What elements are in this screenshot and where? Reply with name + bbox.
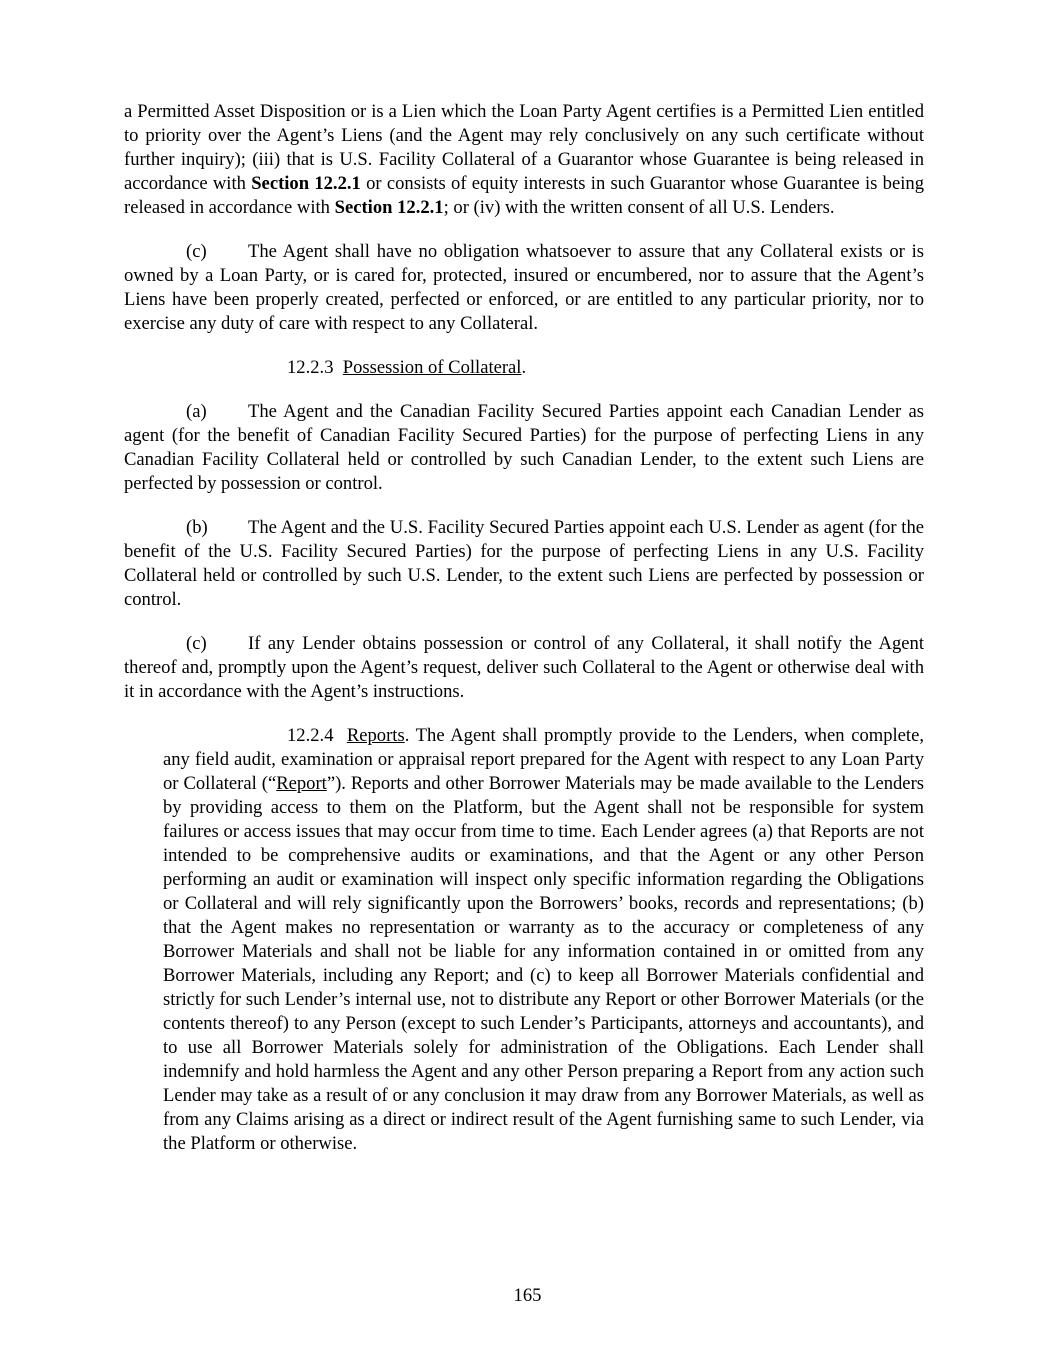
paragraph-c-no-obligation: (c) The Agent shall have no obligation whatsoever to assure that any Collateral exists or is owned by a Loan Party, or is cared for, protected, insured or encumbered, nor to assure that the Agent’s Liens have been properly created, perfected or enforced, or are entitled to any particular priority, nor to exercise any duty of care with respect to any Collateral. — [124, 241, 924, 334]
paragraph-c-lender-possession: (c) If any Lender obtains possession or control of any Collateral, it shall notify the Agent thereof and, promptly upon the Agent’s request, deliver such Collateral to the Agent or otherwise deal with it in accordance with the Agent’s instructions. — [124, 633, 924, 702]
section-number: 12.2.3 — [287, 357, 334, 378]
paragraph-a-canadian-lender: (a) The Agent and the Canadian Facility Secured Parties appoint each Canadian Lender as agent (for the benefit of Canadian Facility Secured Parties) for the purpose of perfecting Liens in any Canadian Facility Collateral held or controlled by such Canadian Lender, to the extent such Liens are perfected by possession or control. — [124, 401, 924, 494]
clause-label: (b) — [186, 517, 208, 538]
section-title: Possession of Collateral — [342, 357, 522, 378]
paragraph-b-us-lender: (b) The Agent and the U.S. Facility Secured Parties appoint each U.S. Lender as agent (for the benefit of the U.S. Facility Secured Parties) for the purpose of perfecting Liens in any U.S. Facility Collateral held or controlled by such U.S. Lender, to the extent such Liens are perfected by possession or control. — [124, 517, 924, 610]
paragraph-release-conditions: a Permitted Asset Disposition or is a Lien which the Loan Party Agent certifies is a Permitted Lien entitled to priority over the Agent’s Liens (and the Agent may rely conclusively on any such certificate without further inquiry); (iii) that is U.S. Facility Collateral of a Guarantor whose Guarantee is being released in accordance with Section 12.2.1 or consists of equity interests in such Guarantor whose Guarantee is being released in accordance with Section 12.2.1; or (iv) with the written consent of all U.S. Lenders. — [124, 101, 924, 218]
section-title: Reports — [346, 725, 405, 746]
clause-label: (a) — [186, 401, 207, 422]
clause-label: (c) — [186, 633, 207, 654]
clause-label: (c) — [186, 241, 207, 262]
page-number: 165 — [513, 1285, 542, 1306]
defined-term: Report — [276, 773, 327, 794]
section-heading-possession: 12.2.3 Possession of Collateral. — [287, 357, 527, 378]
section-reference: Section 12.2.1 — [251, 173, 361, 194]
section-number: 12.2.4 — [287, 725, 334, 746]
section-reference: Section 12.2.1 — [334, 197, 444, 218]
document-page — [124, 100, 924, 1156]
section-reports: 12.2.4 Reports. The Agent shall promptly provide to the Lenders, when complete, any field audit, examination or appraisal report prepared for the Agent with respect to any Loan Party or Collateral (“Report”). Reports and other Borrower Materials may be made available to the Lenders by providing access to them on the Platform, but the Agent shall not be responsible for system failures or access issues that may occur from time to time. Each Lender agrees (a) that Reports are not intended to be comprehensive audits or examinations, and that the Agent or any other Person performing an audit or examination will inspect only specific information regarding the Obligations or Collateral and will rely significantly upon the Borrowers’ books, records and representations; (b) that the Agent makes no representation or warranty as to the accuracy or completeness of any Borrower Materials and shall not be liable for any information contained in or omitted from any Borrower Materials, including any Report; and (c) to keep all Borrower Materials confidential and strictly for such Lender’s internal use, not to distribute any Report or other Borrower Materials (or the contents thereof) to any Person (except to such Lender’s Participants, attorneys and accountants), and to use all Borrower Materials solely for administration of the Obligations. Each Lender shall indemnify and hold harmless the Agent and any other Person preparing a Report from any action such Lender may take as a result of or any conclusion it may draw from any Borrower Materials, as well as from any Claims arising as a direct or indirect result of the Agent furnishing same to such Lender, via the Platform or otherwise. — [163, 725, 924, 1154]
